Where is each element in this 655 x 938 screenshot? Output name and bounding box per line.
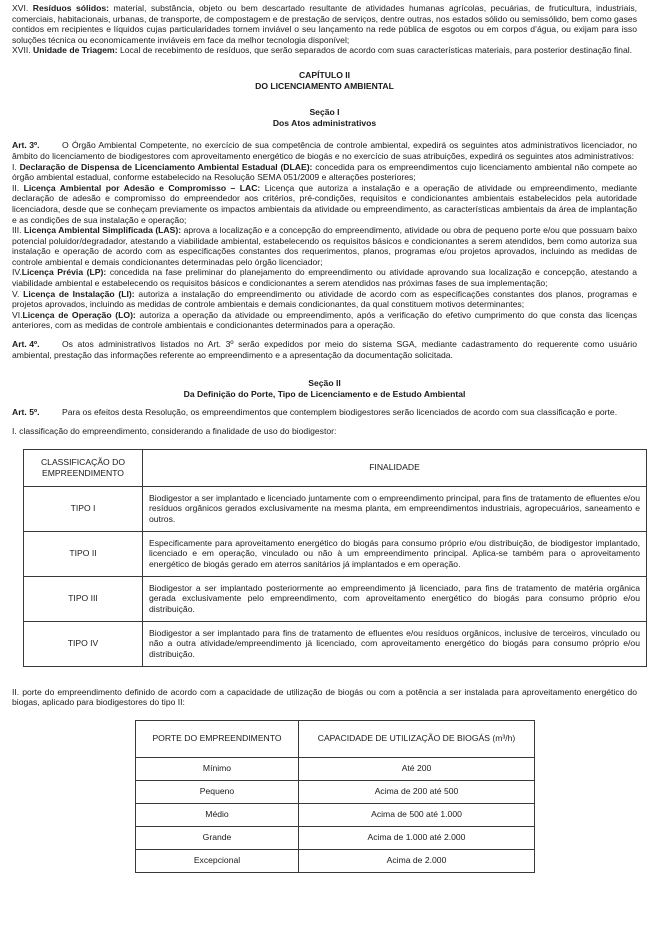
- table-row: [24, 486, 647, 531]
- art3-item-2-num: II.: [12, 182, 20, 193]
- table-header-capacidade: CAPACIDADE DE UTILIZAÇÃO DE BIOGÁS (m³/h): [299, 720, 535, 757]
- art3-item-5-term: Licença de Instalação (LI):: [23, 288, 135, 299]
- table-cell-finalidade: Biodigestor a ser implantado para fins de tratamento de efluentes e/ou resíduos orgânicos, inclusive de terceiros, vinculado ou não a outra atividade/empreendimento já licenciado, com aproveitamento energético do biogás para consumo próprio e/ou distribuição.: [143, 621, 647, 666]
- art3-item-2: [12, 183, 637, 225]
- item-xvi-num: XVI.: [12, 3, 29, 13]
- item-xvi-term: Resíduos sólidos:: [32, 3, 109, 13]
- section-2-title: Da Definição do Porte, Tipo de Licenciamento e de Estudo Ambiental: [183, 388, 466, 399]
- art3-item-4-term: Licença Prévia (LP):: [21, 267, 107, 278]
- chapter-title: DO LICENCIAMENTO AMBIENTAL: [255, 80, 394, 91]
- table-cell-tipo: TIPO IV: [24, 621, 143, 666]
- table-cell-tipo: TIPO III: [24, 576, 143, 621]
- item-xvii: [12, 45, 637, 56]
- table-cell-finalidade: Biodigestor a ser implantado e licenciado juntamente com o empreendimento principal, para fins de tratamento de efluentes e/ou resíduos orgânicos gerados exclusivamente na mesma planta, em empreendimentos industriais, agropecuários, saneamento e outros.: [143, 486, 647, 531]
- table-header-porte: PORTE DO EMPREENDIMENTO: [136, 720, 299, 757]
- art4-paragraph: [12, 339, 637, 360]
- art4-text: Os atos administrativos listados no Art. 3º serão expedidos por meio do sistema SGA, mediante cadastramento do requerente como usuário ambiental, prestação das informações referente ao empreendimento e a apresentação da documentação solicitada.: [12, 339, 637, 360]
- table-cell-porte: Médio: [136, 803, 299, 826]
- table-cell-capacidade: Acima de 200 até 500: [299, 780, 535, 803]
- section-1-number: Seção I: [309, 107, 340, 118]
- art3-item-3-num: III.: [12, 225, 22, 236]
- art3-item-5: [12, 289, 637, 310]
- table-cell-tipo: TIPO I: [24, 486, 143, 531]
- table-cell-finalidade: Especificamente para aproveitamento energético do biogás para consumo próprio e/ou distribuição, de biodigestor implantado, licenciado e em operação, vinculado ou não à um empreendimento principal. Aplica-se também para o aproveitamento energético de biogás gerado em aterros sanitários já implantados e em operação.: [143, 531, 647, 576]
- art3-paragraph: [12, 140, 637, 161]
- art5-text: Para os efeitos desta Resolução, os empreendimentos que contemplem biodigestores serão licenciados de acordo com sua classificação e porte.: [62, 407, 618, 418]
- art3-item-6-num: VI.: [12, 309, 23, 320]
- art3-item-1-num: I.: [12, 161, 17, 172]
- table-cell-porte: Grande: [136, 826, 299, 849]
- art5-label: Art. 5º.: [12, 407, 40, 418]
- art3-item-4-text: concedida na fase preliminar do planejamento do empreendimento ou atividade aprovando sua localização e concepção, atestando a viabilidade ambiental e estabelecendo os requisitos básicos e condicionantes a serem atendidos nas próximas fases de sua implementação;: [12, 267, 638, 289]
- table-header-finalidade: FINALIDADE: [143, 449, 647, 486]
- art3-item-2-text: Licença que autoriza a instalação e a operação de atividade ou empreendimento, mediante declaração de adesão e compromisso do empreendedor aos critérios, pré-condições, requisitos e condicionantes ambientais estabelecidos pela autoridade licenciadora, desde que se conheçam previamente os impactos ambientais da atividade ou empreendimento, as características ambientais da área de implantação e as condições de sua instalação e operação;: [12, 182, 637, 225]
- art5-item-1: I. classificação do empreendimento, considerando a finalidade de uso do biodigestor:: [12, 426, 337, 436]
- table-cell-tipo: TIPO II: [24, 531, 143, 576]
- art3-label: Art. 3º.: [12, 140, 40, 151]
- table-row: [24, 531, 647, 576]
- table-cell-capacidade: Acima de 1.000 até 2.000: [299, 826, 535, 849]
- table-row: [136, 757, 535, 780]
- classification-table: [23, 449, 647, 667]
- art3-item-3-term: Licença Ambiental Simplificada (LAS):: [24, 225, 182, 236]
- table-row: [136, 826, 535, 849]
- table-row: [136, 780, 535, 803]
- section-1-title: Dos Atos administrativos: [272, 117, 377, 128]
- art3-item-6-term: Licença de Operação (LO):: [22, 309, 136, 320]
- table-cell-porte: Pequeno: [136, 780, 299, 803]
- table-header-row: [136, 720, 535, 757]
- art3-item-4: [12, 267, 637, 288]
- table-row: [136, 849, 535, 872]
- table-header-row: [24, 449, 647, 486]
- art3-item-6-text: autoriza a operação da atividade ou empreendimento, após a verificação do efetivo cumprimento do que consta das licenças anteriores, com as medidas de controle ambientais e condicionantes determinados para a operação.: [12, 309, 637, 331]
- art3-item-5-text: autoriza a instalação do empreendimento ou atividade de acordo com as especificações constantes dos planos, programas e projetos aprovados, incluindo as medidas de controle ambientais e demais condicionantes, da qual constituem motivos determinantes;: [12, 288, 638, 310]
- section-2-number: Seção II: [308, 378, 341, 389]
- item-xvi: [12, 3, 637, 45]
- art3-item-1-text: concedida para os empreendimentos cujo licenciamento ambiental não compete ao órgão ambiental estadual, conforme estabelecido na Resolução SEMA 051/2009 e alterações posteriores;: [12, 161, 638, 183]
- table-row: [136, 803, 535, 826]
- art4-label: Art. 4º.: [12, 339, 40, 350]
- item-xvii-text: Local de recebimento de resíduos, que serão separados de acordo com suas características materiais, para posterior destinação final.: [119, 45, 633, 56]
- art3-item-3-text: aprova a localização e a concepção do empreendimento, atividade ou obra de pequeno porte e/ou que possuam baixo potencial poluidor/degradador, atestando a viabilidade ambiental, estabelecendo os requisitos básicos e condicionantes a serem atendidos, bem como autoriza sua instalação e operação de acordo com as especificações constantes dos requerimentos, planos, programas e/ou projetos aprovados, incluindo as medidas de controle ambiental e demais condicionantes determinadas pelo órgão licenciador;: [12, 225, 638, 267]
- art3-item-1: [12, 162, 637, 183]
- table-cell-finalidade: Biodigestor a ser implantado posteriormente ao empreendimento já licenciado, para fins de tratamento de matéria orgânica gerada exclusivamente pelo empreendimento, com aproveitamento energético do biogás para consumo próprio e/ou distribuição.: [143, 576, 647, 621]
- table-cell-capacidade: Acima de 2.000: [299, 849, 535, 872]
- table-row: [24, 621, 647, 666]
- art3-item-4-num: IV.: [12, 267, 22, 278]
- table-cell-porte: Excepcional: [136, 849, 299, 872]
- table-cell-capacidade: Acima de 500 até 1.000: [299, 803, 535, 826]
- art5-paragraph: [12, 407, 637, 418]
- item-xvi-text: material, substância, objeto ou bem descartado resultante de atividades humanas agrícolas, pecuárias, de fruticultura, industriais, comerciais, habitacionais, urbanas, de transporte, de compostagem e de prestação de serviços, dentre outras, nos estados sólido ou semissólido, bem como gases contidos em recipientes e líquidos cujas particularidades tornem inviável o seu lançamento na rede pública de esgotos ou em corpos d’água, ou exijam para isso soluções técnica ou economicamente inviáveis em face da melhor tecnologia disponível;: [12, 3, 638, 45]
- item-xvii-num: XVII.: [12, 45, 31, 56]
- art5-item-2: II. porte do empreendimento definido de acordo com a capacidade de utilização de biogás ou com a potência a ser instalada para aproveitamento energético do biogas, aplicado para biodigestores do tipo II:: [12, 686, 637, 708]
- porte-table: [135, 720, 535, 873]
- table-header-classificacao: CLASSIFICAÇÃO DO EMPREENDIMENTO: [24, 449, 143, 486]
- art3-item-2-term: Licença Ambiental por Adesão e Compromisso – LAC:: [23, 182, 261, 193]
- table-row: [24, 576, 647, 621]
- art3-item-6: [12, 310, 637, 331]
- chapter-number: CAPÍTULO II: [298, 69, 351, 80]
- table-cell-capacidade: Até 200: [299, 757, 535, 780]
- table-cell-porte: Mínimo: [136, 757, 299, 780]
- art3-item-1-term: Declaração de Dispensa de Licenciamento Ambiental Estadual (DLAE):: [19, 161, 313, 172]
- item-xvii-term: Unidade de Triagem:: [33, 45, 118, 56]
- art3-text: O Órgão Ambiental Competente, no exercício de sua competência de controle ambiental, expedirá os seguintes atos administrativos licenciador, no âmbito do licenciamento de biodigestores com aproveitamento energético de biogás e no exercício de suas atribuições, expedirá os seguintes atos administrativos:: [12, 140, 637, 161]
- art3-item-3: [12, 225, 637, 267]
- art3-item-5-num: V.: [12, 288, 20, 299]
